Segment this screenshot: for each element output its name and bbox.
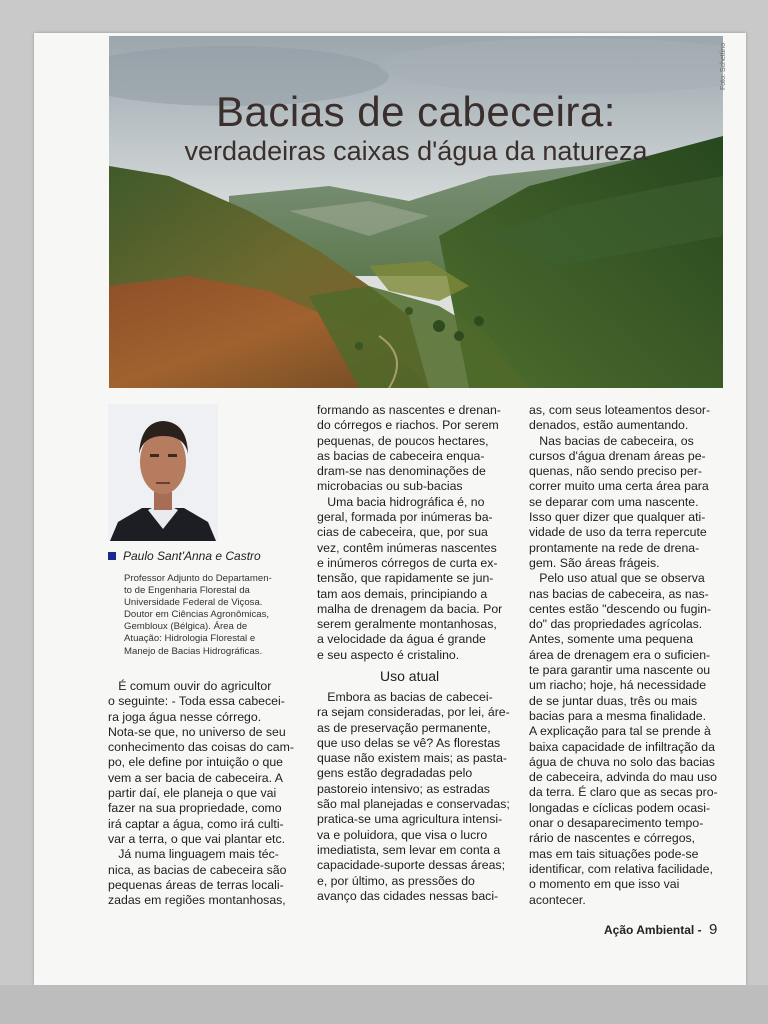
text-line: rário de nascentes e córregos, <box>529 831 696 846</box>
text-line: acontecer. <box>529 892 586 907</box>
text-line: conhecimento das coisas do cam- <box>108 740 294 755</box>
text-line: cias de cabeceira, que, por sua <box>317 525 488 540</box>
text-line: gens estão degradadas pelo <box>317 766 473 781</box>
article-column-2-continued <box>317 690 514 904</box>
bio-line: Gembloux (Bélgica). Área de <box>124 621 248 633</box>
page-footer <box>604 921 717 938</box>
text-line: área de drenagem era o suficien- <box>529 647 711 662</box>
text-line: correr muito uma certa área para <box>529 479 709 494</box>
article-subtitle: verdadeiras caixas d'água da natureza <box>184 136 648 166</box>
text-line: quenas, não sendo preciso per- <box>529 464 702 479</box>
text-line: malha de drenagem da bacia. Por <box>317 601 503 616</box>
text-line: microbacias ou sub-bacias <box>317 479 463 494</box>
author-byline <box>108 549 308 565</box>
text-line: imediatista, sem levar em conta a <box>317 842 501 857</box>
text-line: se deparar com uma nascente. <box>529 494 699 509</box>
bio-line: Universidade Federal de Viçosa. <box>124 597 263 609</box>
text-line: as de preservação permanente, <box>317 720 491 735</box>
article-column-2 <box>317 403 514 663</box>
text-line: po, ele define por intuição o que <box>108 755 284 770</box>
text-line: o momento em que isso vai <box>529 877 680 892</box>
byline-marker <box>108 552 116 560</box>
text-line: avanço das cidades nessas baci- <box>317 888 499 903</box>
bio-line: to de Engenharia Florestal da <box>124 585 250 597</box>
text-line: pratica-se uma agricultura intensi- <box>317 812 503 827</box>
text-line: Já numa linguagem mais téc- <box>108 847 279 862</box>
photo-credit: Foto: Schettino <box>720 42 727 90</box>
text-line: água de chuva no solo das bacias <box>529 754 715 769</box>
text-line: te para garantir uma nascente ou <box>529 663 711 678</box>
text-line: geral, formada por inúmeras ba- <box>317 510 493 525</box>
text-line: a velocidade da água é grande <box>317 632 486 647</box>
text-line: cursos d'água drenam áreas pe- <box>529 448 706 463</box>
text-line: do córregos e riachos. Por serem <box>317 418 499 433</box>
article-column-3 <box>529 403 725 908</box>
text-line: Nota-se que, no universo de seu <box>108 724 286 739</box>
text-line: pequenas, de poucos hectares, <box>317 433 489 448</box>
text-line: as, com seus loteamentos desor- <box>529 403 711 417</box>
author-name: Paulo Sant'Anna e Castro <box>123 549 261 563</box>
text-line: Isso quer dizer que qualquer ati- <box>529 510 706 525</box>
text-line: do" das propriedades agrícolas. <box>529 617 703 632</box>
text-line: o seguinte: - Toda essa cabecei- <box>108 694 285 709</box>
bio-line: Manejo de Bacias Hidrográficas. <box>124 645 263 657</box>
author-bio <box>124 573 299 658</box>
text-line: Pelo uso atual que se observa <box>529 571 705 586</box>
text-line: denados, estão aumentando. <box>529 418 689 433</box>
text-line: va e poluidora, que visa o lucro <box>317 827 488 842</box>
text-line: da terra. É claro que as secas pro- <box>529 785 718 800</box>
text-line: partir daí, ele planeja o que vai <box>108 786 277 801</box>
text-line: vem a ser bacia de cabeceira. A <box>108 770 283 785</box>
text-line: longadas e cíclicas podem ocasi- <box>529 800 711 815</box>
text-line: de cabeceira, advinda do mau uso <box>529 770 717 785</box>
author-portrait <box>108 404 218 541</box>
text-line: baixa capacidade de infiltração da <box>529 739 715 754</box>
text-line: mas em tais situações pode-se <box>529 846 699 861</box>
scan-bottom-strip <box>0 985 768 1024</box>
page-number: 9 <box>708 921 718 938</box>
footer-separator: - <box>697 923 702 937</box>
text-line: gem. São áreas frágeis. <box>529 555 660 570</box>
text-line: fazer na sua propriedade, como <box>108 801 282 816</box>
text-line: zadas em regiões montanhosas, <box>108 893 286 908</box>
text-line: e, por último, as pressões do <box>317 873 475 888</box>
text-line: centes estão "descendo ou fugin- <box>529 601 712 616</box>
text-line: vidade de uso da terra repercute <box>529 525 707 540</box>
text-line: É comum ouvir do agricultor <box>108 679 272 693</box>
text-line: irá captar a água, como irá culti- <box>108 816 284 831</box>
text-line: são mal planejadas e conservadas; <box>317 797 510 812</box>
text-line: Antes, somente uma pequena <box>529 632 694 647</box>
text-line: quase não existem mais; as pasta- <box>317 751 508 766</box>
text-line: onar o desaparecimento tempo- <box>529 816 704 831</box>
text-line: ra sejam consideradas, por lei, áre- <box>317 705 510 720</box>
text-line: serem geralmente montanhosas, <box>317 617 497 632</box>
text-line: var a terra, o que vai plantar etc. <box>108 831 286 846</box>
text-line: tam aos demais, principiando a <box>317 586 488 601</box>
bio-line: Doutor em Ciências Agronômicas, <box>124 609 270 621</box>
text-line: dram-se nas denominações de <box>317 464 486 479</box>
article-column-1 <box>108 679 301 908</box>
text-line: ra joga água nesse córrego. <box>108 709 262 724</box>
text-line: as bacias de cabeceira enqua- <box>317 448 485 463</box>
section-heading-uso-atual: Uso atual <box>380 668 440 684</box>
text-line: que uso delas se vê? As florestas <box>317 735 501 750</box>
text-line: e inúmeros córregos de curta ex- <box>317 555 498 570</box>
bio-line: Professor Adjunto do Departamen- <box>124 573 272 584</box>
text-line: Embora as bacias de cabecei- <box>317 690 493 704</box>
text-line: Uma bacia hidrográfica é, no <box>317 494 485 509</box>
text-line: bacias para a mesma finalidade. <box>529 708 707 723</box>
text-line: Nas bacias de cabeceira, os <box>529 433 694 448</box>
text-line: um riacho; hoje, há necessidade <box>529 678 707 693</box>
article-title: Bacias de cabeceira: <box>216 88 616 135</box>
text-line: prontamente na rede de drena- <box>529 540 700 555</box>
text-line: pastoreio intensivo; as estradas <box>317 781 490 796</box>
bio-line: Atuação: Hidrologia Florestal e <box>124 633 256 645</box>
text-line: A explicação para tal se prende à <box>529 724 711 739</box>
magazine-name: Ação Ambiental <box>604 923 695 937</box>
text-line: de se juntar duas, três ou mais <box>529 693 698 708</box>
text-line: vez, contêm inúmeras nascentes <box>317 540 497 555</box>
text-line: e seu aspecto é cristalino. <box>317 647 460 662</box>
text-line: capacidade-suporte dessas áreas; <box>317 858 505 873</box>
text-line: nica, as bacias de cabeceira são <box>108 862 287 877</box>
text-line: pequenas áreas de terras locali- <box>108 877 284 892</box>
text-line: tensão, que rapidamente se jun- <box>317 571 494 586</box>
text-line: formando as nascentes e drenan- <box>317 403 501 417</box>
text-line: nas bacias de cabeceira, as nas- <box>529 586 709 601</box>
text-line: identificar, com relativa facilidade, <box>529 861 713 876</box>
